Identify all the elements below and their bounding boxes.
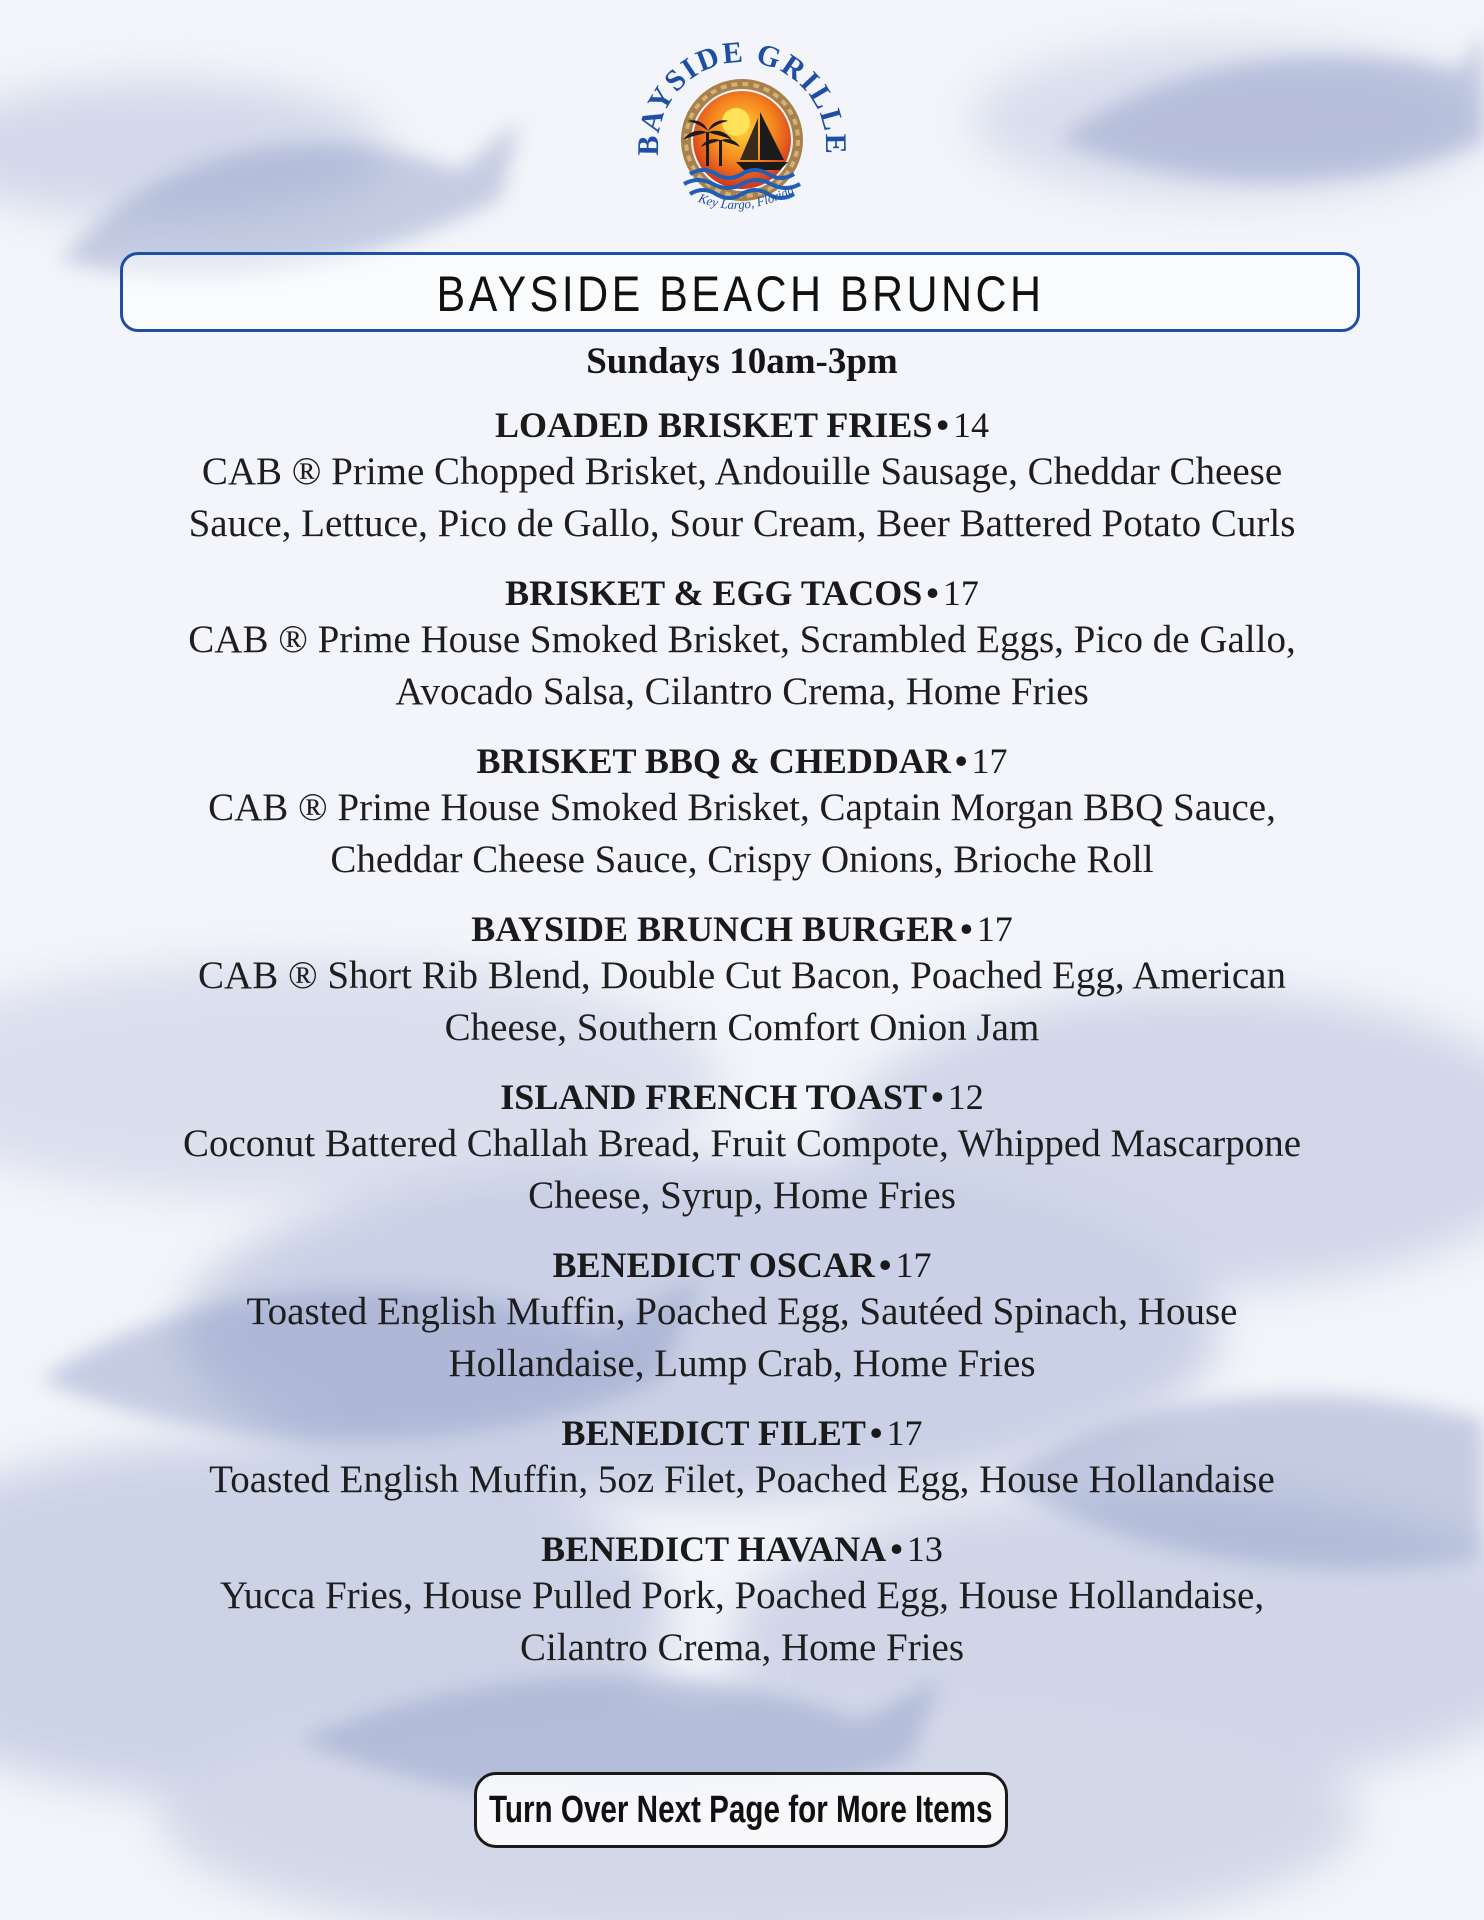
- menu-item-price: 17: [886, 1413, 923, 1453]
- menu-item: [110, 1528, 1374, 1674]
- menu-item-description-line: Cilantro Crema, Home Fries: [519, 1626, 965, 1669]
- menu-item-price: 17: [942, 573, 979, 613]
- menu-item-name: ISLAND FRENCH TOAST: [500, 1077, 928, 1117]
- menu-item-name: BENEDICT HAVANA: [541, 1529, 887, 1569]
- menu-item-description-line: Coconut Battered Challah Bread, Fruit Compote, Whipped Mascarpone: [182, 1122, 1302, 1165]
- menu-item-description-line: Cheddar Cheese Sauce, Crispy Onions, Brioche Roll: [330, 838, 1154, 881]
- menu-item-name: BRISKET BBQ & CHEDDAR: [476, 741, 951, 781]
- menu-title: BAYSIDE BEACH BRUNCH: [435, 266, 1044, 322]
- menu-item-description-line: Cheese, Southern Comfort Onion Jam: [444, 1006, 1040, 1049]
- price-separator: •: [869, 1413, 883, 1453]
- menu-item: [110, 1076, 1374, 1222]
- menu-item-heading: [110, 404, 1374, 446]
- menu-item: [110, 740, 1374, 886]
- menu-item-heading: [110, 1076, 1374, 1118]
- menu-item-heading: [110, 1528, 1374, 1570]
- logo-name: BAYSIDE GRILLE: [631, 35, 853, 156]
- price-separator: •: [931, 1077, 944, 1117]
- menu-item-list: [110, 404, 1374, 1696]
- menu-item-price: 17: [976, 909, 1013, 949]
- menu-item-description-line: Avocado Salsa, Cilantro Crema, Home Fries: [395, 670, 1089, 713]
- menu-item: [110, 404, 1374, 550]
- menu-item-description-line: Cheese, Syrup, Home Fries: [528, 1174, 956, 1217]
- menu-item-description-line: CAB ® Prime House Smoked Brisket, Scrambled Eggs, Pico de Gallo,: [188, 618, 1296, 661]
- menu-item-heading: [110, 740, 1374, 782]
- logo-location: Key Largo, Florida: [696, 181, 797, 212]
- menu-item-name: BENEDICT FILET: [561, 1413, 866, 1453]
- menu-item-name: BAYSIDE BRUNCH BURGER: [471, 909, 957, 949]
- menu-item-price: 17: [971, 741, 1008, 781]
- menu-title-banner: [120, 252, 1360, 332]
- menu-item-name: BENEDICT OSCAR: [552, 1245, 875, 1285]
- menu-item-heading: [110, 1412, 1374, 1454]
- menu-item-price: 12: [947, 1077, 984, 1117]
- price-separator: •: [936, 405, 950, 445]
- menu-hours: Sundays 10am-3pm: [586, 341, 898, 382]
- menu-item-heading: [110, 1244, 1374, 1286]
- menu-item-price: 17: [895, 1245, 932, 1285]
- menu-item: [110, 908, 1374, 1054]
- turn-over-page-label: Turn Over Next Page for More Items: [489, 1788, 993, 1831]
- menu-item-heading: [110, 908, 1374, 950]
- menu-item-name: BRISKET & EGG TACOS: [505, 573, 923, 613]
- menu-item-description-line: Hollandaise, Lump Crab, Home Fries: [448, 1342, 1036, 1385]
- turn-over-page-button[interactable]: [474, 1772, 1008, 1848]
- menu-item-heading: [110, 572, 1374, 614]
- price-separator: •: [890, 1529, 903, 1569]
- menu-item-description-line: Yucca Fries, House Pulled Pork, Poached Egg, House Hollandaise,: [219, 1574, 1265, 1617]
- menu-item-description-line: CAB ® Prime Chopped Brisket, Andouille Sausage, Cheddar Cheese: [201, 450, 1283, 493]
- price-separator: •: [960, 909, 973, 949]
- menu-item: [110, 1412, 1374, 1506]
- price-separator: •: [926, 573, 939, 613]
- bayside-grille-logo: [624, 28, 860, 228]
- menu-item-description-line: Toasted English Muffin, Poached Egg, Sautéed Spinach, House: [246, 1290, 1238, 1333]
- menu-item-description-line: CAB ® Prime House Smoked Brisket, Captain Morgan BBQ Sauce,: [208, 786, 1276, 829]
- menu-item-price: 13: [906, 1529, 943, 1569]
- price-separator: •: [954, 741, 968, 781]
- menu-item-description-line: Sauce, Lettuce, Pico de Gallo, Sour Cream, Beer Battered Potato Curls: [188, 502, 1296, 545]
- menu-item-name: LOADED BRISKET FRIES: [494, 405, 933, 445]
- menu-item-price: 14: [953, 405, 990, 445]
- menu-item: [110, 572, 1374, 718]
- menu-item-description-line: Toasted English Muffin, 5oz Filet, Poached Egg, House Hollandaise: [209, 1458, 1275, 1501]
- menu-item-description-line: CAB ® Short Rib Blend, Double Cut Bacon, Poached Egg, American: [198, 954, 1286, 997]
- menu-item: [110, 1244, 1374, 1390]
- price-separator: •: [878, 1245, 892, 1285]
